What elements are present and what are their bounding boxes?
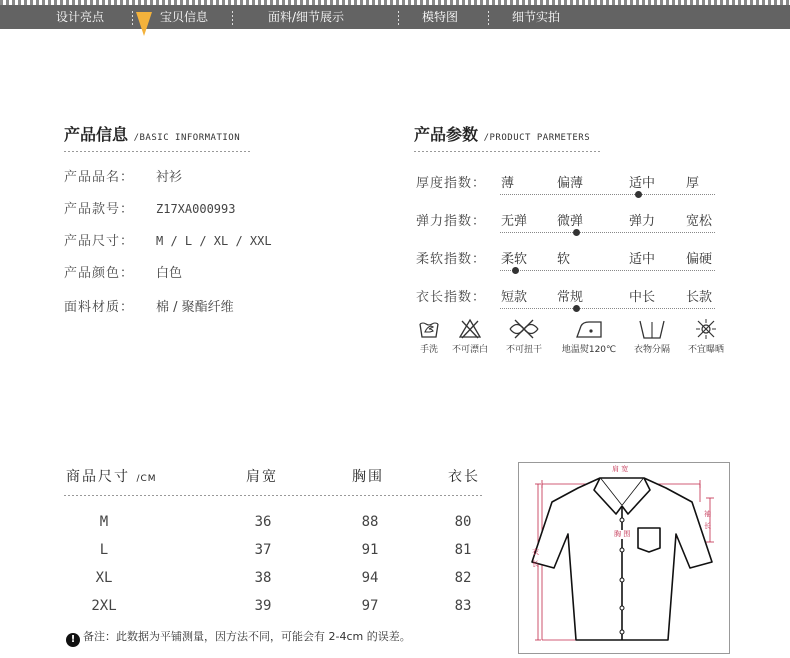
size-table-title: 商品尺寸 /CM: [66, 469, 157, 485]
param-option: 短款: [501, 290, 528, 305]
param-option: 薄: [501, 176, 515, 191]
param-label: 柔软指数：: [416, 252, 487, 267]
care-low-iron: 地温熨120℃: [554, 318, 624, 355]
param-level-dot: [512, 267, 519, 274]
diagram-label-length-1: 衣: [532, 548, 539, 556]
nav-separator: [488, 11, 489, 25]
care-hand-wash: 手洗: [414, 318, 444, 355]
param-scale-line: [500, 194, 716, 195]
size-label: M: [99, 514, 109, 530]
param-option: 软: [557, 252, 571, 267]
product-params-divider: [414, 151, 600, 152]
size-label: XL: [95, 570, 113, 586]
care-no-sun: 不宜曝晒: [682, 318, 730, 355]
param-scale-line: [500, 308, 716, 309]
param-option: 适中: [629, 252, 656, 267]
product-info-divider: [64, 151, 250, 152]
product-info-subtitle: BASIC INFORMATION: [139, 133, 241, 143]
param-scale-line: [500, 232, 716, 233]
param-option: 长款: [686, 290, 713, 305]
param-level-dot: [635, 191, 642, 198]
size-col-length: 衣长: [448, 469, 480, 485]
low-iron-icon: [573, 318, 605, 340]
product-params-title: 产品参数: [414, 125, 479, 144]
nav-separator: [132, 11, 133, 25]
info-row-name: 产品品名： 衬衫: [64, 170, 183, 185]
size-note: [66, 628, 411, 647]
size-table-divider: [64, 495, 484, 496]
param-option: 柔软: [501, 252, 528, 267]
diagram-label-sleeve-2: 长: [704, 522, 711, 530]
diagram-label-length-2: 长: [532, 560, 539, 568]
size-value: 97: [361, 598, 379, 614]
hand-wash-icon: [418, 318, 440, 340]
info-row-material: 面料材质： 棉 / 聚酯纤维: [64, 300, 234, 315]
param-option: 无弹: [501, 214, 528, 229]
param-label: 厚度指数：: [416, 176, 487, 191]
param-label: 弹力指数：: [416, 214, 487, 229]
info-row-color: 产品颜色： 白色: [64, 266, 183, 281]
param-option: 偏硬: [686, 252, 713, 267]
size-label: L: [99, 542, 109, 558]
param-option: 常规: [557, 290, 584, 305]
param-level-dot: [573, 229, 580, 236]
product-params-heading: 产品参数 /PRODUCT PARMETERS: [414, 125, 591, 144]
param-option: 弹力: [629, 214, 656, 229]
separate-wash-icon: [637, 318, 667, 340]
nav-item-design-highlights[interactable]: 设计亮点: [56, 10, 105, 24]
active-nav-indicator: [136, 12, 152, 36]
size-note-text: 备注：此数据为平铺测量，因方法不同，可能会有 2-4cm 的误差。: [83, 630, 411, 643]
size-value: 94: [361, 570, 379, 586]
product-info-heading: 产品信息 /BASIC INFORMATION: [64, 125, 241, 144]
size-col-shoulder: 肩宽: [246, 469, 278, 485]
shirt-diagram: [518, 462, 730, 654]
no-sun-icon: [695, 318, 717, 340]
product-params-subtitle: PRODUCT PARMETERS: [489, 133, 591, 143]
param-option: 适中: [629, 176, 656, 191]
care-separate-wash: 衣物分隔: [628, 318, 676, 355]
top-nav: [0, 5, 790, 29]
diagram-label-shoulder: 肩 宽: [612, 465, 629, 473]
warning-icon: !: [66, 633, 80, 647]
param-label: 衣长指数：: [416, 290, 487, 305]
param-option: 偏薄: [557, 176, 584, 191]
size-label: 2XL: [91, 598, 117, 614]
info-row-style-no: 产品款号： Z17XA000993: [64, 202, 236, 217]
nav-item-model-photos[interactable]: 模特图: [422, 10, 459, 24]
care-no-wring: 不可扭干: [500, 318, 548, 355]
nav-separator: [232, 11, 233, 25]
param-option: 宽松: [686, 214, 713, 229]
size-value: 37: [254, 542, 272, 558]
size-value: 83: [454, 598, 472, 614]
diagram-label-sleeve-1: 袖: [704, 510, 711, 518]
care-no-bleach: 不可漂白: [446, 318, 494, 355]
size-value: 81: [454, 542, 472, 558]
size-value: 88: [361, 514, 379, 530]
diagram-label-chest: 胸 围: [614, 530, 631, 538]
param-level-dot: [573, 305, 580, 312]
no-bleach-icon: [459, 318, 481, 340]
nav-item-product-info[interactable]: 宝贝信息: [160, 10, 209, 24]
param-option: 厚: [686, 176, 700, 191]
size-value: 82: [454, 570, 472, 586]
size-value: 39: [254, 598, 272, 614]
size-col-chest: 胸围: [352, 469, 384, 485]
no-wring-icon: [507, 318, 541, 340]
nav-item-fabric-details[interactable]: 面料/细节展示: [268, 10, 345, 24]
nav-item-detail-shots[interactable]: 细节实拍: [512, 10, 561, 24]
param-scale-line: [500, 270, 716, 271]
size-value: 80: [454, 514, 472, 530]
size-value: 36: [254, 514, 272, 530]
info-row-sizes: 产品尺寸： M / L / XL / XXL: [64, 234, 272, 249]
product-info-title: 产品信息: [64, 125, 129, 144]
size-value: 38: [254, 570, 272, 586]
param-option: 微弹: [557, 214, 584, 229]
nav-separator: [398, 11, 399, 25]
size-value: 91: [361, 542, 379, 558]
param-option: 中长: [629, 290, 656, 305]
